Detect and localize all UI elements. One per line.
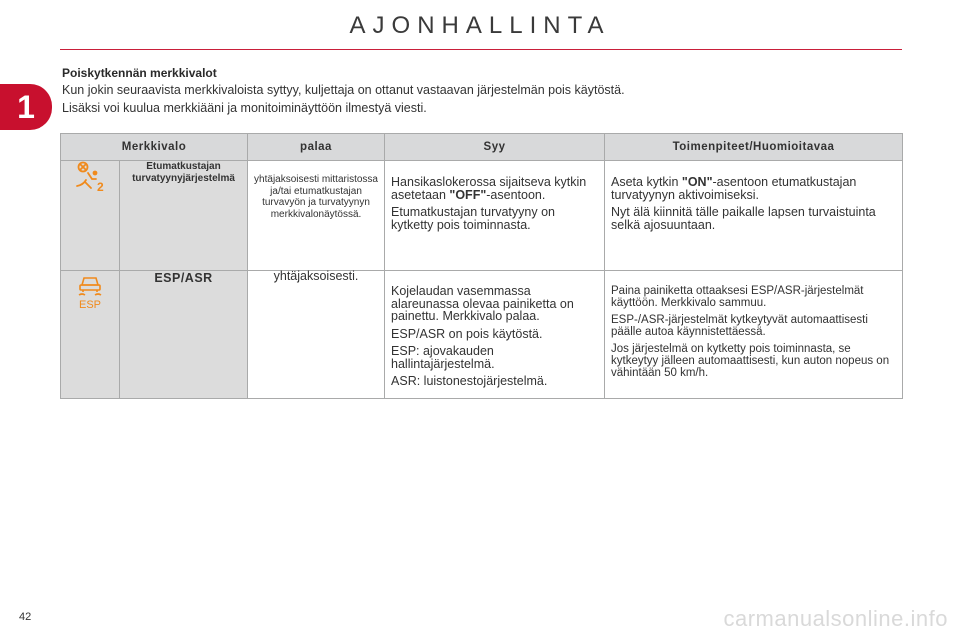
intro-text-1: Kun jokin seuraavista merkkivaloista syttyy, kuljettaja on ottanut vastaavan järjestelmän pois käytöstä. bbox=[62, 83, 625, 97]
lamp-cause: Kojelaudan vasemmassa alareunassa olevaa painiketta on painettu. Merkkivalo palaa. ESP/ASR on pois käytöstä. ESP: ajovakauden hallintajärjestelmä. ASR: luistonestojärjestelmä. bbox=[385, 271, 605, 399]
page-title: AJONHALLINTA bbox=[349, 12, 611, 39]
esp-off-icon bbox=[73, 271, 107, 311]
svg-text:ESP: ESP bbox=[78, 299, 102, 311]
lamp-icon-cell bbox=[61, 271, 120, 399]
lamp-name: ESP/ASR bbox=[120, 271, 248, 399]
table-row bbox=[61, 271, 903, 399]
page-number: 42 bbox=[19, 611, 32, 623]
lamp-icon-cell bbox=[61, 161, 120, 271]
column-header-lamp: Merkkivalo bbox=[61, 134, 248, 161]
intro-text-2: Lisäksi voi kuulua merkkiääni ja monitoiminäyttöön ilmestyä viesti. bbox=[62, 101, 427, 115]
passenger-airbag-off-icon bbox=[73, 161, 107, 195]
column-header-cause: Syy bbox=[385, 134, 605, 161]
section-heading: Poiskytkennän merkkivalot bbox=[62, 66, 217, 80]
lamp-state: yhtäjaksoisesti. bbox=[248, 271, 385, 399]
chapter-tab[interactable]: 1 bbox=[0, 84, 52, 130]
column-header-action: Toimenpiteet/Huomioitavaa bbox=[605, 134, 903, 161]
svg-text:2: 2 bbox=[97, 180, 104, 194]
table-header-row bbox=[61, 134, 903, 161]
lamp-action: Aseta kytkin "ON"-asentoon etumatkustajan turvatyynyn aktivoimiseksi. Nyt älä kiinnitä tälle paikalle lapsen turvaistuinta selkä ajosuuntaan. bbox=[605, 161, 903, 271]
title-divider bbox=[60, 49, 902, 50]
lamp-cause: Hansikaslokerossa sijaitseva kytkin asetetaan "OFF"-asentoon. Etumatkustajan turvatyyny on kytketty pois toiminnasta. bbox=[385, 161, 605, 271]
column-header-state: palaa bbox=[248, 134, 385, 161]
warning-lamp-table bbox=[60, 133, 903, 399]
watermark: carmanualsonline.info bbox=[723, 606, 948, 631]
lamp-action: Paina painiketta ottaaksesi ESP/ASR-järjestelmät käyttöön. Merkkivalo sammuu. ESP-/ASR-järjestelmät kytkeytyvät automaattisesti päälle autoa käynnistettäessä. Jos järjestelmä on kytketty pois toiminnasta, se kytkeytyy jälleen automaattisesti, kun auton nopeus on vähintään 50 km/h. bbox=[605, 271, 903, 399]
lamp-state: yhtäjaksoisesti mittaristossa ja/tai etumatkustajan turvavyön ja turvatyynyn merkkivalonäytössä. bbox=[248, 161, 385, 271]
table-row bbox=[61, 161, 903, 271]
lamp-name: Etumatkustajan turvatyynyjärjestelmä bbox=[120, 161, 248, 271]
